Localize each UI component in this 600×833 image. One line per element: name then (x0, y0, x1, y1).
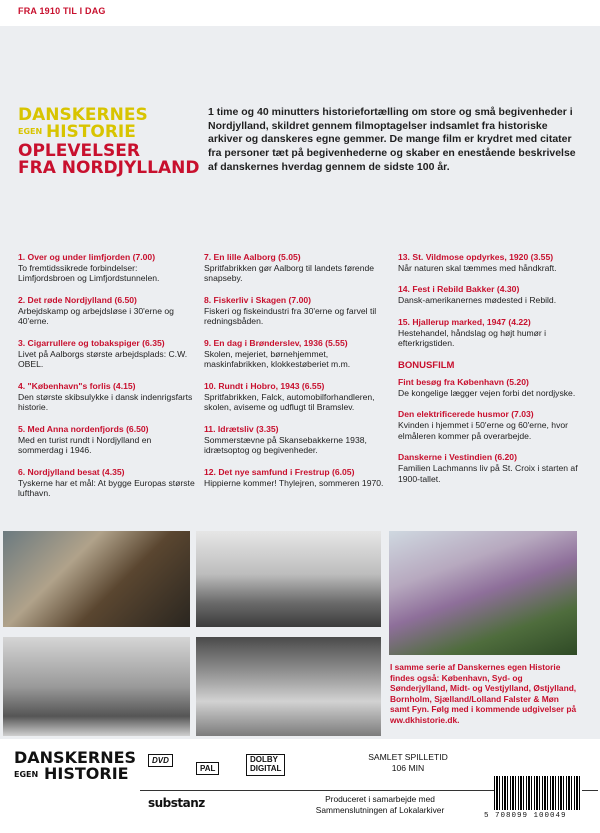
brand-history-word: HISTORIE (46, 122, 136, 142)
episode-title: 13. St. Vildmose opdyrkes, 1920 (3.55) (398, 252, 554, 262)
episode-item (204, 424, 384, 456)
episode-title: 7. En lille Aalborg (5.05) (204, 252, 301, 262)
producer-credit: Produceret i samarbejde med Sammenslutningen af Lokalarkiver (315, 794, 445, 815)
episode-item (398, 252, 578, 273)
series-title (18, 107, 208, 177)
playtime (358, 752, 458, 774)
bonus-title: Danskerne i Vestindien (6.20) (398, 452, 517, 463)
digital-label: DIGITAL (250, 763, 282, 773)
episode-desc: Arbejdskamp og arbejdsløse i 30'erne og 40'erne. (18, 305, 174, 327)
dolby-label: DOLBY (250, 755, 278, 764)
bonus-title: Den elektrificerede husmor (7.03) (398, 409, 534, 420)
episode-desc: Dansk-amerikanernes mødested i Rebild. (398, 295, 557, 306)
bonus-item (398, 452, 578, 484)
episode-desc: Hippierne kommer! Thylejren, sommeren 1970. (204, 477, 384, 488)
bonus-heading: BONUSFILM (398, 359, 455, 371)
episode-title: 4. "København"s forlis (4.15) (18, 380, 136, 391)
publisher-logo: substanz (148, 796, 205, 810)
pal-logo-icon: PAL (196, 762, 219, 775)
episode-desc: Sommerstævne på Skansebakkerne 1938, idrætsoptog og begivenheder. (204, 434, 367, 456)
footer-brand-line-1: DANSKERNES (14, 748, 137, 767)
dolby-logo-icon (246, 754, 285, 776)
episode-desc: Tyskerne har et mål: At bygge Europas største lufthavn. (18, 477, 195, 499)
dvd-logo-icon: DVD (148, 754, 173, 767)
episode-title: 1. Over og under limfjorden (7.00) (18, 252, 156, 262)
top-bar (0, 0, 600, 26)
episode-item (398, 284, 578, 305)
photo-factory-workers (3, 531, 190, 627)
episode-title: 9. En dag i Brønderslev, 1936 (5.55) (204, 337, 348, 348)
episode-item (204, 338, 384, 370)
brand-small-word: EGEN (18, 127, 43, 136)
episode-item (204, 295, 384, 327)
episode-desc: Når naturen skal tæmmes med håndkraft. (398, 263, 557, 273)
bonus-desc: De kongelige lægger vejen forbi det nordjyske. (398, 387, 576, 398)
playtime-value: 106 MIN (391, 763, 425, 774)
episode-desc: To fremtidssikrede forbindelser: Limfjordsbroen og Limfjordstunnelen. (18, 263, 160, 284)
subtitle-line-1: OPLEVELSER (18, 141, 140, 161)
bonus-desc: Kvinden i hjemmet i 50'erne og 60'erne, hvor elmåleren kommer på overarbejde. (398, 420, 569, 441)
episode-item (18, 295, 196, 327)
bonus-desc: Familien Lachmanns liv på St. Croix i starten af 1900-tallet. (398, 463, 578, 484)
photo-children (196, 637, 381, 736)
episode-title: 3. Cigarrullere og tobakspiger (6.35) (18, 337, 165, 348)
episode-title: 5. Med Anna nordenfjords (6.50) (18, 423, 149, 434)
episode-item (204, 252, 384, 284)
episode-desc: Livet på Aalborgs største arbejdsplads: C.W. OBEL. (18, 348, 188, 370)
series-info: I samme serie af Danskernes egen Historie findes også: København, Syd- og Sønderjylland, Midt- og Vestjylland, Østjylland, Bornholm, Sjælland/Lolland Falster & Møn samt Fyn. Følg med i kommende udgivelser på ww.dkhistorie.dk. (390, 662, 577, 725)
episode-title: 15. Hjallerup marked, 1947 (4.22) (398, 316, 531, 327)
episode-desc: Skolen, mejeriet, børnehjemmet, maskinfabrikken, klokkestøberiet m.m. (204, 348, 351, 370)
photo-heath-hills (389, 531, 577, 655)
episode-item (18, 467, 196, 499)
subtitle-line-2: FRA NORDJYLLAND (18, 158, 200, 178)
episode-column-1 (18, 252, 196, 510)
episode-title: 8. Fiskerliv i Skagen (7.00) (204, 294, 311, 305)
episode-desc: Hestehandel, håndslag og højt humør i efterkrigstiden. (398, 327, 547, 349)
episode-column-3 (398, 252, 578, 495)
era-label: FRA 1910 TIL I DAG (18, 6, 106, 16)
episode-title: 6. Nordjylland besat (4.35) (18, 466, 125, 477)
footer-logo (14, 750, 136, 782)
barcode-number: 5 708099 100049 (484, 812, 567, 820)
episode-item (398, 317, 578, 349)
episode-desc: Spritfabrikken, Falck, automobilforhandleren, skolen, aviseme og udflugt til Bramslev. (204, 391, 375, 413)
episode-desc: Den største skibsulykke i dansk indenrigsfarts historie. (18, 391, 193, 413)
episode-title: 2. Det røde Nordjylland (6.50) (18, 294, 137, 305)
episode-item (18, 381, 196, 413)
episode-title: 11. Idrætsliv (3.35) (204, 423, 279, 434)
intro-text: 1 time og 40 minutters historiefortælling om store og små begivenheder i Nordjylland, skildret gennem filmoptagelser indsamlet fra historiske arkiver og danskeres egne gemmer. De mange film er krydret med citater fra personer tæt på begivenhederne og skaber en enestående beskrivelse af danskernes hverdag gennem de sidste 100 år. (208, 106, 576, 173)
episode-title: 14. Fest i Rebild Bakker (4.30) (398, 284, 520, 295)
episode-column-2 (204, 252, 384, 499)
photo-lifeboat (3, 637, 190, 736)
episode-desc: Fiskeri og fiskeindustri fra 30'erne og farvel til redningsbåden. (204, 305, 377, 327)
brand-line-1: DANSKERNES (18, 105, 148, 125)
bonus-item (398, 377, 578, 398)
playtime-label: SAMLET SPILLETID (368, 752, 448, 762)
episode-title: 12. Det nye samfund i Frestrup (6.05) (204, 466, 355, 477)
bonus-title: Fint besøg fra København (5.20) (398, 376, 529, 387)
photo-street-cars (196, 531, 381, 627)
episode-item (204, 467, 384, 488)
episode-item (18, 424, 196, 456)
episode-item (18, 338, 196, 370)
episode-title: 10. Rundt i Hobro, 1943 (6.55) (204, 380, 325, 391)
episode-item (204, 381, 384, 413)
brand-line-2 (18, 124, 208, 141)
episode-desc: Med en turist rundt i Nordjylland en sommerdag i 1946. (18, 434, 152, 456)
episode-desc: Spritfabrikken gør Aalborg til landets førende snapseby. (204, 263, 375, 284)
footer-brand-line-2 (14, 766, 136, 782)
footer-brand-small: EGEN (14, 769, 39, 779)
episode-item (18, 252, 196, 284)
bonus-item (398, 409, 578, 441)
footer-brand-word: HISTORIE (44, 764, 129, 783)
barcode-icon (494, 776, 582, 810)
